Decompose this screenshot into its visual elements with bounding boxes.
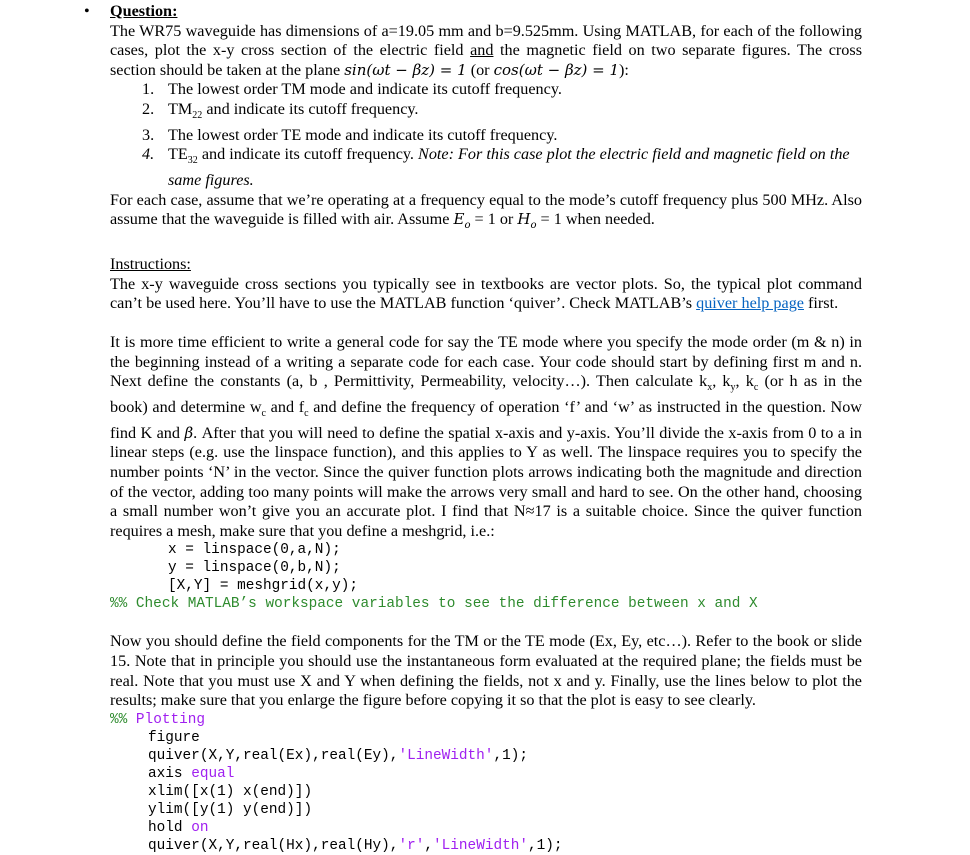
instructions-paragraph-1: The x-y waveguide cross sections you typically see in textbooks are vector plots. So, the typical plot command can’t be used here. You’ll have to use the MATLAB function ‘quiver’. Check MATLAB’s quiver help page first. — [110, 274, 862, 313]
question-heading — [84, 2, 862, 22]
code-block-meshgrid: x = linspace(0,a,N); y = linspace(0,b,N); [X,Y] = meshgrid(x,y); — [168, 542, 358, 595]
list-item: 1. The lowest order TM mode and indicate its cutoff frequency. — [142, 80, 562, 99]
list-item: 4. $TE_{32}$ and indicate its cutoff frequency. Note: For this case plot the electric field and magnetic field on the same figures. — [142, 145, 850, 190]
list-item: 3. The lowest order TE mode and indicate its cutoff frequency. — [142, 125, 558, 144]
instructions-heading: Instructions: — [110, 255, 191, 274]
question-title: Question: — [110, 2, 178, 20]
question-intro: The WR75 waveguide has dimensions of a=19.05 mm and b=9.525mm. Using MATLAB, for each of the following cases, plot the x-y cross section of the electric field and the magnetic field on two separate figures. The cross section should be taken at the plane sin(ωt − βz) = 1 (or cos(ωt − βz) = 1): — [110, 21, 863, 79]
bullet-icon: • — [84, 2, 90, 20]
assumptions-paragraph: For each case, assume that we’re operating at a frequency equal to the mode’s cutoff frequency plus 500 MHz. Also assume that the waveguide is filled with air. Assume $E_o = 1$ or $H_o = 1$ when needed. — [110, 190, 862, 232]
quiver-help-link[interactable]: quiver help page — [696, 294, 804, 313]
code-comment: %% Check MATLAB’s workspace variables to see the difference between x and X — [110, 596, 758, 613]
case-list — [110, 80, 862, 190]
code-block-plotting: %% Plotting figure quiver(X,Y,real(Ex),real(Ey),'LineWidth',1); axis equal xlim([x(1) x(end)]) ylim([y(1) y(end)]) hold on quiver(X,Y,real(Hx),real(Hy),'r','LineWidth',1); — [110, 711, 563, 854]
instructions-paragraph-3: Now you should define the field components for the TM or the TE mode (Ex, Ey, etc…). Refer to the book or slide 15. Note that in principle you should use the instantaneous form evaluated at the required plane; the fields must be real. Note that you must use X and Y when defining the fields, not x and y. Finally, use the lines below to plot the results; make sure that you enlarge the figure before copying it so that the plot is easy to see clearly. — [110, 632, 862, 710]
instructions-paragraph-2: It is more time efficient to write a general code for say the TE mode where you specify the mode order (m & n) in the beginning instead of a writing a separate code for each case. Your code should start by defining first m and n. Next define the constants (a, b , Permittivity, Permeability, velocity…). Then calculate $k_x$, $k_y$, $k_c$ (or h as in the book) and determine $w_c$ and $f_c$ and define the frequency of operation ‘f’ and ‘w’ as instructed in the question. Now find K and β. After that you will need to define the spatial x-axis and y-axis. You’ll divide the x-axis from 0 to a in linear steps (e.g. use the linspace function), and this applies to Y as well. The linspace requires you to specify the number points ‘N’ in the vector. Since the quiver function plots arrows indicating both the magnitude and direction of the vector, adding too many points will make the arrows very small and hard to see. On the other hand, choosing a small number won’t give you an accurate plot. I find that N≈17 is a suitable choice. Since the quiver function requires a mesh, make sure that you define a meshgrid, i.e.: — [110, 333, 863, 540]
document-page — [84, 2, 863, 855]
list-item: 2. $TM_{22}$ and indicate its cutoff frequency. — [142, 99, 419, 122]
